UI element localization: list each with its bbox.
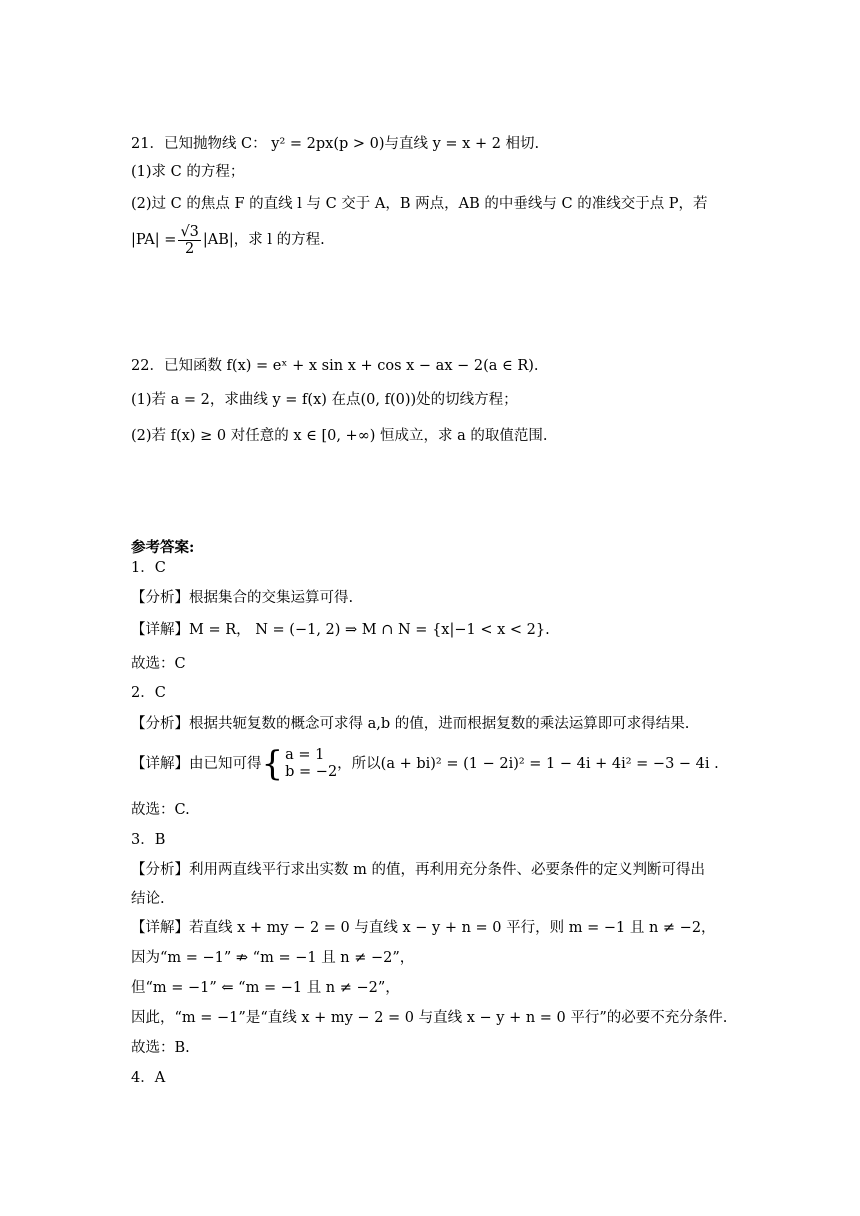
problem-21-rhs: |AB|，求 l 的方程. [202, 232, 325, 248]
problem-22-q2: (2)若 f(x) ≥ 0 对任意的 x ∈ [0, +∞) 恒成立，求 a 的取值范围. [131, 428, 548, 444]
answer-2-choice: 故选：C. [131, 802, 190, 818]
fraction-numerator: √3 [180, 223, 199, 240]
answer-3-label: 3．B [131, 832, 166, 848]
problem-21-q2-line2 [131, 220, 325, 260]
answer-2-label: 2．C [131, 685, 166, 701]
answer-3-detail-2: 因为“m = −1” ⇏ “m = −1 且 n ≠ −2”， [131, 950, 415, 966]
equation-system [261, 744, 338, 784]
answer-1-label: 1．C [131, 560, 166, 576]
answer-3-detail-1: 【详解】若直线 x + my − 2 = 0 与直线 x − y + n = 0 平行，则 m = −1 且 n ≠ −2， [131, 920, 716, 936]
system-line-2: b = −2 [285, 764, 338, 780]
fraction-denominator: 2 [185, 240, 195, 257]
answer-4-label: 4．A [131, 1070, 166, 1086]
fraction-sqrt3-over-2 [178, 224, 200, 257]
answer-2-detail-suffix: ，所以(a + bi)² = (1 − 2i)² = 1 − 4i + 4i² = −3 − 4i . [337, 756, 719, 772]
answer-3-analysis-line2: 结论. [131, 891, 165, 907]
answer-1-analysis: 【分析】根据集合的交集运算可得. [131, 590, 354, 606]
answer-2-detail [131, 744, 719, 784]
problem-21-stem: 21．已知抛物线 C： y² = 2px(p > 0)与直线 y = x + 2 相切. [131, 136, 540, 152]
left-brace-icon: { [261, 744, 284, 784]
problem-21-q2-line1: (2)过 C 的焦点 F 的直线 l 与 C 交于 A，B 两点，AB 的中垂线与 C 的准线交于点 P，若 [131, 196, 708, 212]
answer-3-choice: 故选：B. [131, 1040, 190, 1056]
answer-3-detail-4: 因此，“m = −1”是“直线 x + my − 2 = 0 与直线 x − y + n = 0 平行”的必要不充分条件. [131, 1010, 728, 1026]
problem-21-q1: (1)求 C 的方程； [131, 164, 245, 180]
problem-22-stem: 22．已知函数 f(x) = eˣ + x sin x + cos x − ax − 2(a ∈ R). [131, 358, 539, 374]
answer-1-detail: 【详解】M = R， N = (−1, 2) ⇒ M ∩ N = {x|−1 < x < 2}. [131, 622, 550, 638]
answer-3-detail-3: 但“m = −1” ⇐ “m = −1 且 n ≠ −2”， [131, 980, 400, 996]
problem-22-q1: (1)若 a = 2，求曲线 y = f(x) 在点(0, f(0))处的切线方程； [131, 392, 518, 408]
problem-21-lhs: |PA| = [131, 232, 177, 248]
answer-3-analysis-line1: 【分析】利用两直线平行求出实数 m 的值，再利用充分条件、必要条件的定义判断可得出 [131, 862, 705, 878]
answer-2-detail-prefix: 【详解】由已知可得 [131, 756, 262, 772]
answer-1-choice: 故选：C [131, 656, 186, 672]
answer-2-analysis: 【分析】根据共轭复数的概念可求得 a,b 的值，进而根据复数的乘法运算即可求得结果. [131, 716, 690, 732]
answers-heading: 参考答案: [131, 539, 195, 556]
system-line-1: a = 1 [285, 747, 325, 763]
